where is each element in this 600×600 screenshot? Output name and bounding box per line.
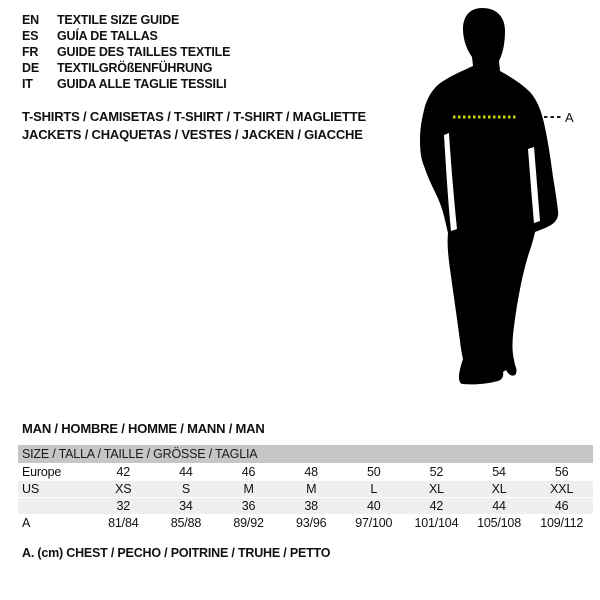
table-row-numeric — [18, 498, 593, 514]
table-cell: 42 — [429, 499, 444, 513]
table-cell: XL — [491, 482, 507, 496]
table-cell: XXL — [550, 482, 574, 496]
language-row-fr — [22, 44, 230, 60]
language-label: GUÍA DE TALLAS — [57, 29, 158, 43]
language-label: TEXTILGRÖßENFÜHRUNG — [57, 61, 213, 75]
measure-label-a: A — [565, 110, 574, 125]
row-label: Europe — [22, 465, 62, 479]
language-code: ES — [22, 29, 39, 43]
category-tshirts: T-SHIRTS / CAMISETAS / T-SHIRT / T-SHIRT / MAGLIETTE — [22, 109, 366, 124]
table-cell: 36 — [241, 499, 256, 513]
table-cell: M — [306, 482, 317, 496]
table-cell: 89/92 — [233, 516, 264, 530]
language-code: FR — [22, 45, 39, 59]
language-label: GUIDE DES TAILLES TEXTILE — [57, 45, 231, 59]
row-label: A — [22, 516, 31, 530]
table-cell: 56 — [554, 465, 569, 479]
language-list — [22, 12, 230, 92]
language-code: EN — [22, 13, 39, 27]
table-row-europe — [18, 464, 593, 480]
table-cell: 81/84 — [108, 516, 139, 530]
table-cell: 109/112 — [540, 516, 584, 530]
table-cell: 44 — [179, 465, 193, 479]
garment-categories — [22, 108, 366, 144]
language-row-it — [22, 76, 230, 92]
table-row-chest-a — [18, 515, 593, 531]
language-label: GUIDA ALLE TAGLIE TESSILI — [57, 77, 227, 91]
language-row-en — [22, 12, 230, 28]
table-cell: 105/108 — [477, 516, 521, 530]
table-cell: 50 — [367, 465, 381, 479]
table-cell: XL — [428, 482, 444, 496]
row-label — [18, 498, 92, 514]
table-cell: 54 — [492, 465, 506, 479]
language-code: DE — [22, 61, 39, 75]
table-cell: 34 — [179, 499, 193, 513]
size-table — [18, 445, 593, 532]
table-cell: 40 — [367, 499, 381, 513]
language-label: TEXTILE SIZE GUIDE — [57, 13, 180, 27]
table-cell: XS — [115, 482, 132, 496]
table-cell: 101/104 — [414, 516, 459, 530]
table-cell: 46 — [241, 465, 256, 479]
table-cell: L — [370, 482, 378, 496]
size-table-header: SIZE / TALLA / TAILLE / GRÖSSE / TAGLIA — [18, 445, 593, 463]
table-cell: 38 — [304, 499, 318, 513]
language-row-de — [22, 60, 230, 76]
table-cell: 52 — [429, 465, 444, 479]
table-cell: S — [181, 482, 190, 496]
language-row-es — [22, 28, 230, 44]
category-jackets: JACKETS / CHAQUETAS / VESTES / JACKEN / GIACCHE — [22, 127, 363, 142]
row-label: US — [22, 482, 39, 496]
table-cell: 46 — [554, 499, 569, 513]
measurement-footnote: A. (cm) CHEST / PECHO / POITRINE / TRUHE / PETTO — [22, 546, 331, 560]
man-silhouette-svg — [415, 3, 575, 388]
table-row-us — [18, 481, 593, 497]
table-cell: 85/88 — [170, 516, 202, 530]
table-cell: 48 — [304, 465, 318, 479]
table-cell: 44 — [492, 499, 506, 513]
section-title-man: MAN / HOMBRE / HOMME / MANN / MAN — [22, 421, 265, 436]
table-cell: 93/96 — [296, 516, 327, 530]
table-cell: 32 — [116, 499, 131, 513]
table-cell: 42 — [116, 465, 131, 479]
man-silhouette-figure — [415, 3, 575, 388]
table-cell: M — [243, 482, 254, 496]
table-cell: 97/100 — [355, 516, 393, 530]
language-code: IT — [22, 77, 33, 91]
